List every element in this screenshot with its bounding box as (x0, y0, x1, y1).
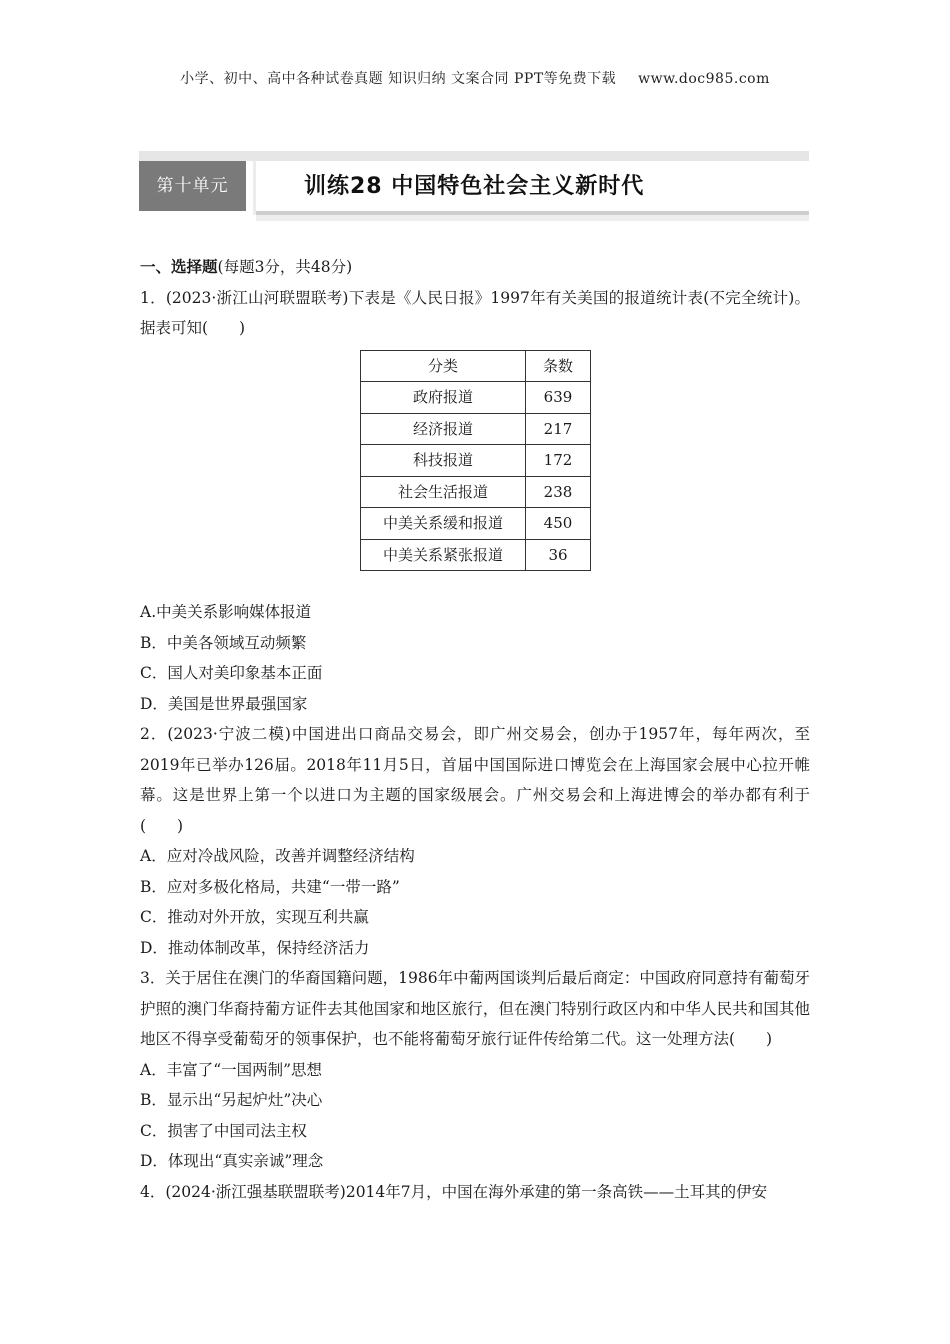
table-cell-count: 217 (526, 413, 591, 445)
site-header (0, 68, 950, 88)
question-2-option-d: D．推动体制改革，保持经济活力 (140, 938, 370, 957)
section-note: (每题3分，共48分) (217, 258, 353, 276)
table-row (361, 539, 591, 571)
question-1-option-d: D．美国是世界最强国家 (140, 694, 308, 713)
table-row (361, 382, 591, 414)
table-cell-count: 639 (526, 382, 591, 414)
question-2-text: 2．(2023·宁波二模)中国进出口商品交易会，即广州交易会，创办于1957年，每年两次，至2019年已举办126届。2018年11月5日，首届中国国际进口博览会在上海国家会展中心拉开帷幕。这是世界上第一个以进口为主题的国家级展会。广州交易会和上海进博会的举办都有利于( ) (140, 725, 810, 835)
question-2-option-a: A．应对冷战风险，改善并调整经济结构 (140, 847, 415, 865)
table-header-row (361, 350, 591, 382)
table-cell-category: 中美关系缓和报道 (361, 508, 526, 540)
table-cell-category: 社会生活报道 (361, 476, 526, 508)
question-1-text: 1．(2023·浙江山河联盟联考)下表是《人民日报》1997年有关美国的报道统计表(不完全统计)。据表可知( ) (140, 288, 810, 337)
question-3-text: 3．关于居住在澳门的华裔国籍问题，1986年中葡两国谈判后最后商定：中国政府同意持有葡萄牙护照的澳门华裔持葡方证件去其他国家和地区旅行，但在澳门特别行政区内和中华人民共和国其他地区不得享受葡萄牙的领事保护，也不能将葡萄牙旅行证件传给第二代。这一处理方法( ) (140, 969, 810, 1048)
banner-bottom-rule (256, 215, 809, 221)
title-box (256, 161, 809, 215)
question-3-option-a: A．丰富了“一国两制”思想 (140, 1060, 323, 1079)
section-heading (140, 252, 810, 283)
site-url: www.doc985.com (638, 71, 770, 87)
table-row (361, 476, 591, 508)
site-header-text: 小学、初中、高中各种试卷真题 知识归纳 文案合同 PPT等免费下载 (180, 71, 617, 87)
banner-top-rule (139, 151, 809, 161)
question-1-option-a: A.中美关系影响媒体报道 (140, 603, 312, 621)
report-stats-table (360, 350, 591, 572)
question-3-option-d: D．体现出“真实亲诚”理念 (140, 1152, 324, 1170)
table-cell-count: 36 (526, 539, 591, 571)
table-row (361, 413, 591, 445)
table-cell-category: 中美关系紧张报道 (361, 539, 526, 571)
question-3-option-b: B．显示出“另起炉灶”决心 (140, 1091, 323, 1109)
question-2-option-b: B．应对多极化格局，共建“一带一路” (140, 877, 400, 896)
table-row (361, 445, 591, 477)
page-title: 训练28 中国特色社会主义新时代 (304, 174, 645, 199)
question-4-text: 4．(2024·浙江强基联盟联考)2014年7月，中国在海外承建的第一条高铁——土耳其的伊安 (140, 1182, 768, 1201)
table-header-category: 分类 (361, 350, 526, 382)
question-3-option-c: C．损害了中国司法主权 (140, 1121, 307, 1140)
table-row (361, 508, 591, 540)
table-cell-category: 经济报道 (361, 413, 526, 445)
unit-banner (139, 151, 809, 221)
table-cell-count: 238 (526, 476, 591, 508)
table-cell-category: 科技报道 (361, 445, 526, 477)
table-cell-category: 政府报道 (361, 382, 526, 414)
question-list (140, 252, 810, 1207)
unit-label: 第十单元 (139, 161, 246, 211)
question-1-option-c: C．国人对美印象基本正面 (140, 664, 323, 682)
table-header-count: 条数 (526, 350, 591, 382)
question-2-option-c: C．推动对外开放，实现互利共赢 (140, 908, 369, 926)
section-label: 一、选择题 (140, 258, 218, 276)
table-cell-count: 172 (526, 445, 591, 477)
question-1-option-b: B．中美各领域互动频繁 (140, 633, 307, 652)
table-cell-count: 450 (526, 508, 591, 540)
